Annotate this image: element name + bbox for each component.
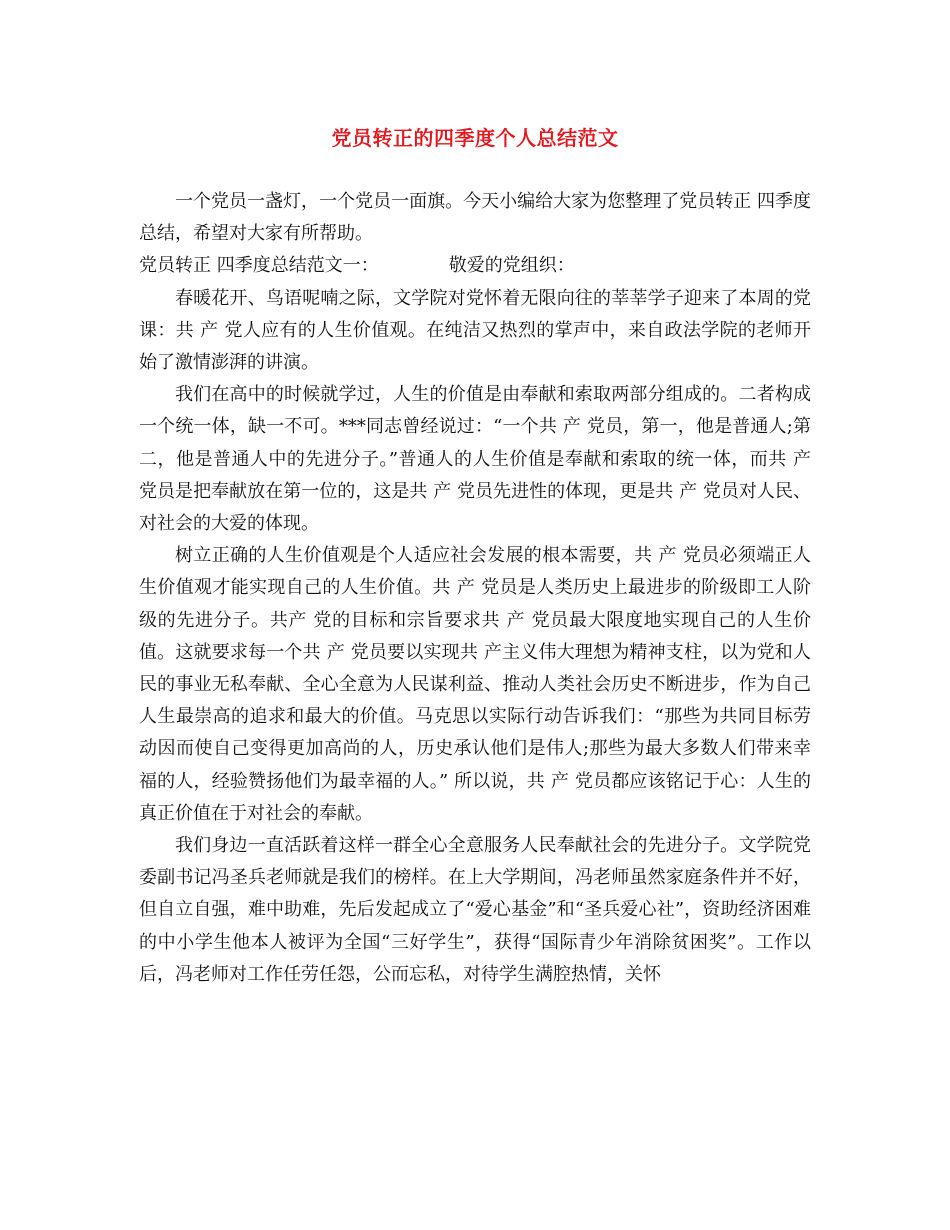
section-heading-line bbox=[139, 250, 811, 282]
salutation: 敬爱的党组织： bbox=[448, 255, 575, 277]
body-paragraph-3: 树立正确的人生价值观是个人适应社会发展的根本需要，共 产 党员必须端正人生价值观才能实现自己的人生价值。共 产 党员是人类历史上最进步的阶级即工人阶级的先进分子。共产 党的目标和宗旨要求共 产 党员最大限度地实现自己的人生价值。这就要求每一个共 产 党员要以实现共 产主义伟大理想为精神支柱，以为党和人民的事业无私奉献、全心全意为人民谋利益、推动人类社会历史不断进步，作为自己人生最崇高的追求和最大的价值。马克思以实际行动告诉我们：“那些为共同目标劳动因而使自己变得更加高尚的人，历史承认他们是伟人;那些为最大多数人们带来幸福的人，经验赞扬他们为最幸福的人。” 所以说，共 产 党员都应该铭记于心：人生的真正价值在于对社会的奉献。 bbox=[139, 545, 811, 824]
body-paragraph-2: 我们在高中的时候就学过，人生的价值是由奉献和索取两部分组成的。二者构成一个统一体，缺一不可。***同志曾经说过：“一个共 产 党员，第一，他是普通人;第二，他是普通人中的先进分子。”普通人的人生价值是奉献和索取的统一体，而共 产 党员是把奉献放在第一位的，这是共 产 党员先进性的体现，更是共 产 党员对人民、对社会的大爱的体现。 bbox=[139, 384, 811, 535]
intro-paragraph: 一个党员一盏灯，一个党员一面旗。今天小编给大家为您整理了党员转正 四季度总结，希望对大家有所帮助。 bbox=[139, 191, 811, 245]
document-title: 党员转正的四季度个人总结范文 bbox=[331, 126, 619, 150]
body-paragraph-1: 春暖花开、鸟语呢喃之际，文学院对党怀着无限向往的莘莘学子迎来了本周的党课：共 产 党人应有的人生价值观。在纯洁又热烈的掌声中，来自政法学院的老师开始了激情澎湃的讲演。 bbox=[139, 287, 811, 374]
document-body bbox=[139, 186, 811, 991]
section-heading-label: 党员转正 四季度总结范文一： bbox=[139, 255, 379, 277]
body-paragraph-4: 我们身边一直活跃着这样一群全心全意服务人民奉献社会的先进分子。文学院党委副书记冯圣兵老师就是我们的榜样。在上大学期间，冯老师虽然家庭条件并不好，但自立自强，难中助难，先后发起成立了“爱心基金”和“圣兵爱心社”，资助经济困难的中小学生他本人被评为全国“三好学生”，获得“国际青少年消除贫困奖”。工作以后，冯老师对工作任劳任怨，公而忘私，对待学生满腔热情，关怀 bbox=[139, 835, 811, 985]
